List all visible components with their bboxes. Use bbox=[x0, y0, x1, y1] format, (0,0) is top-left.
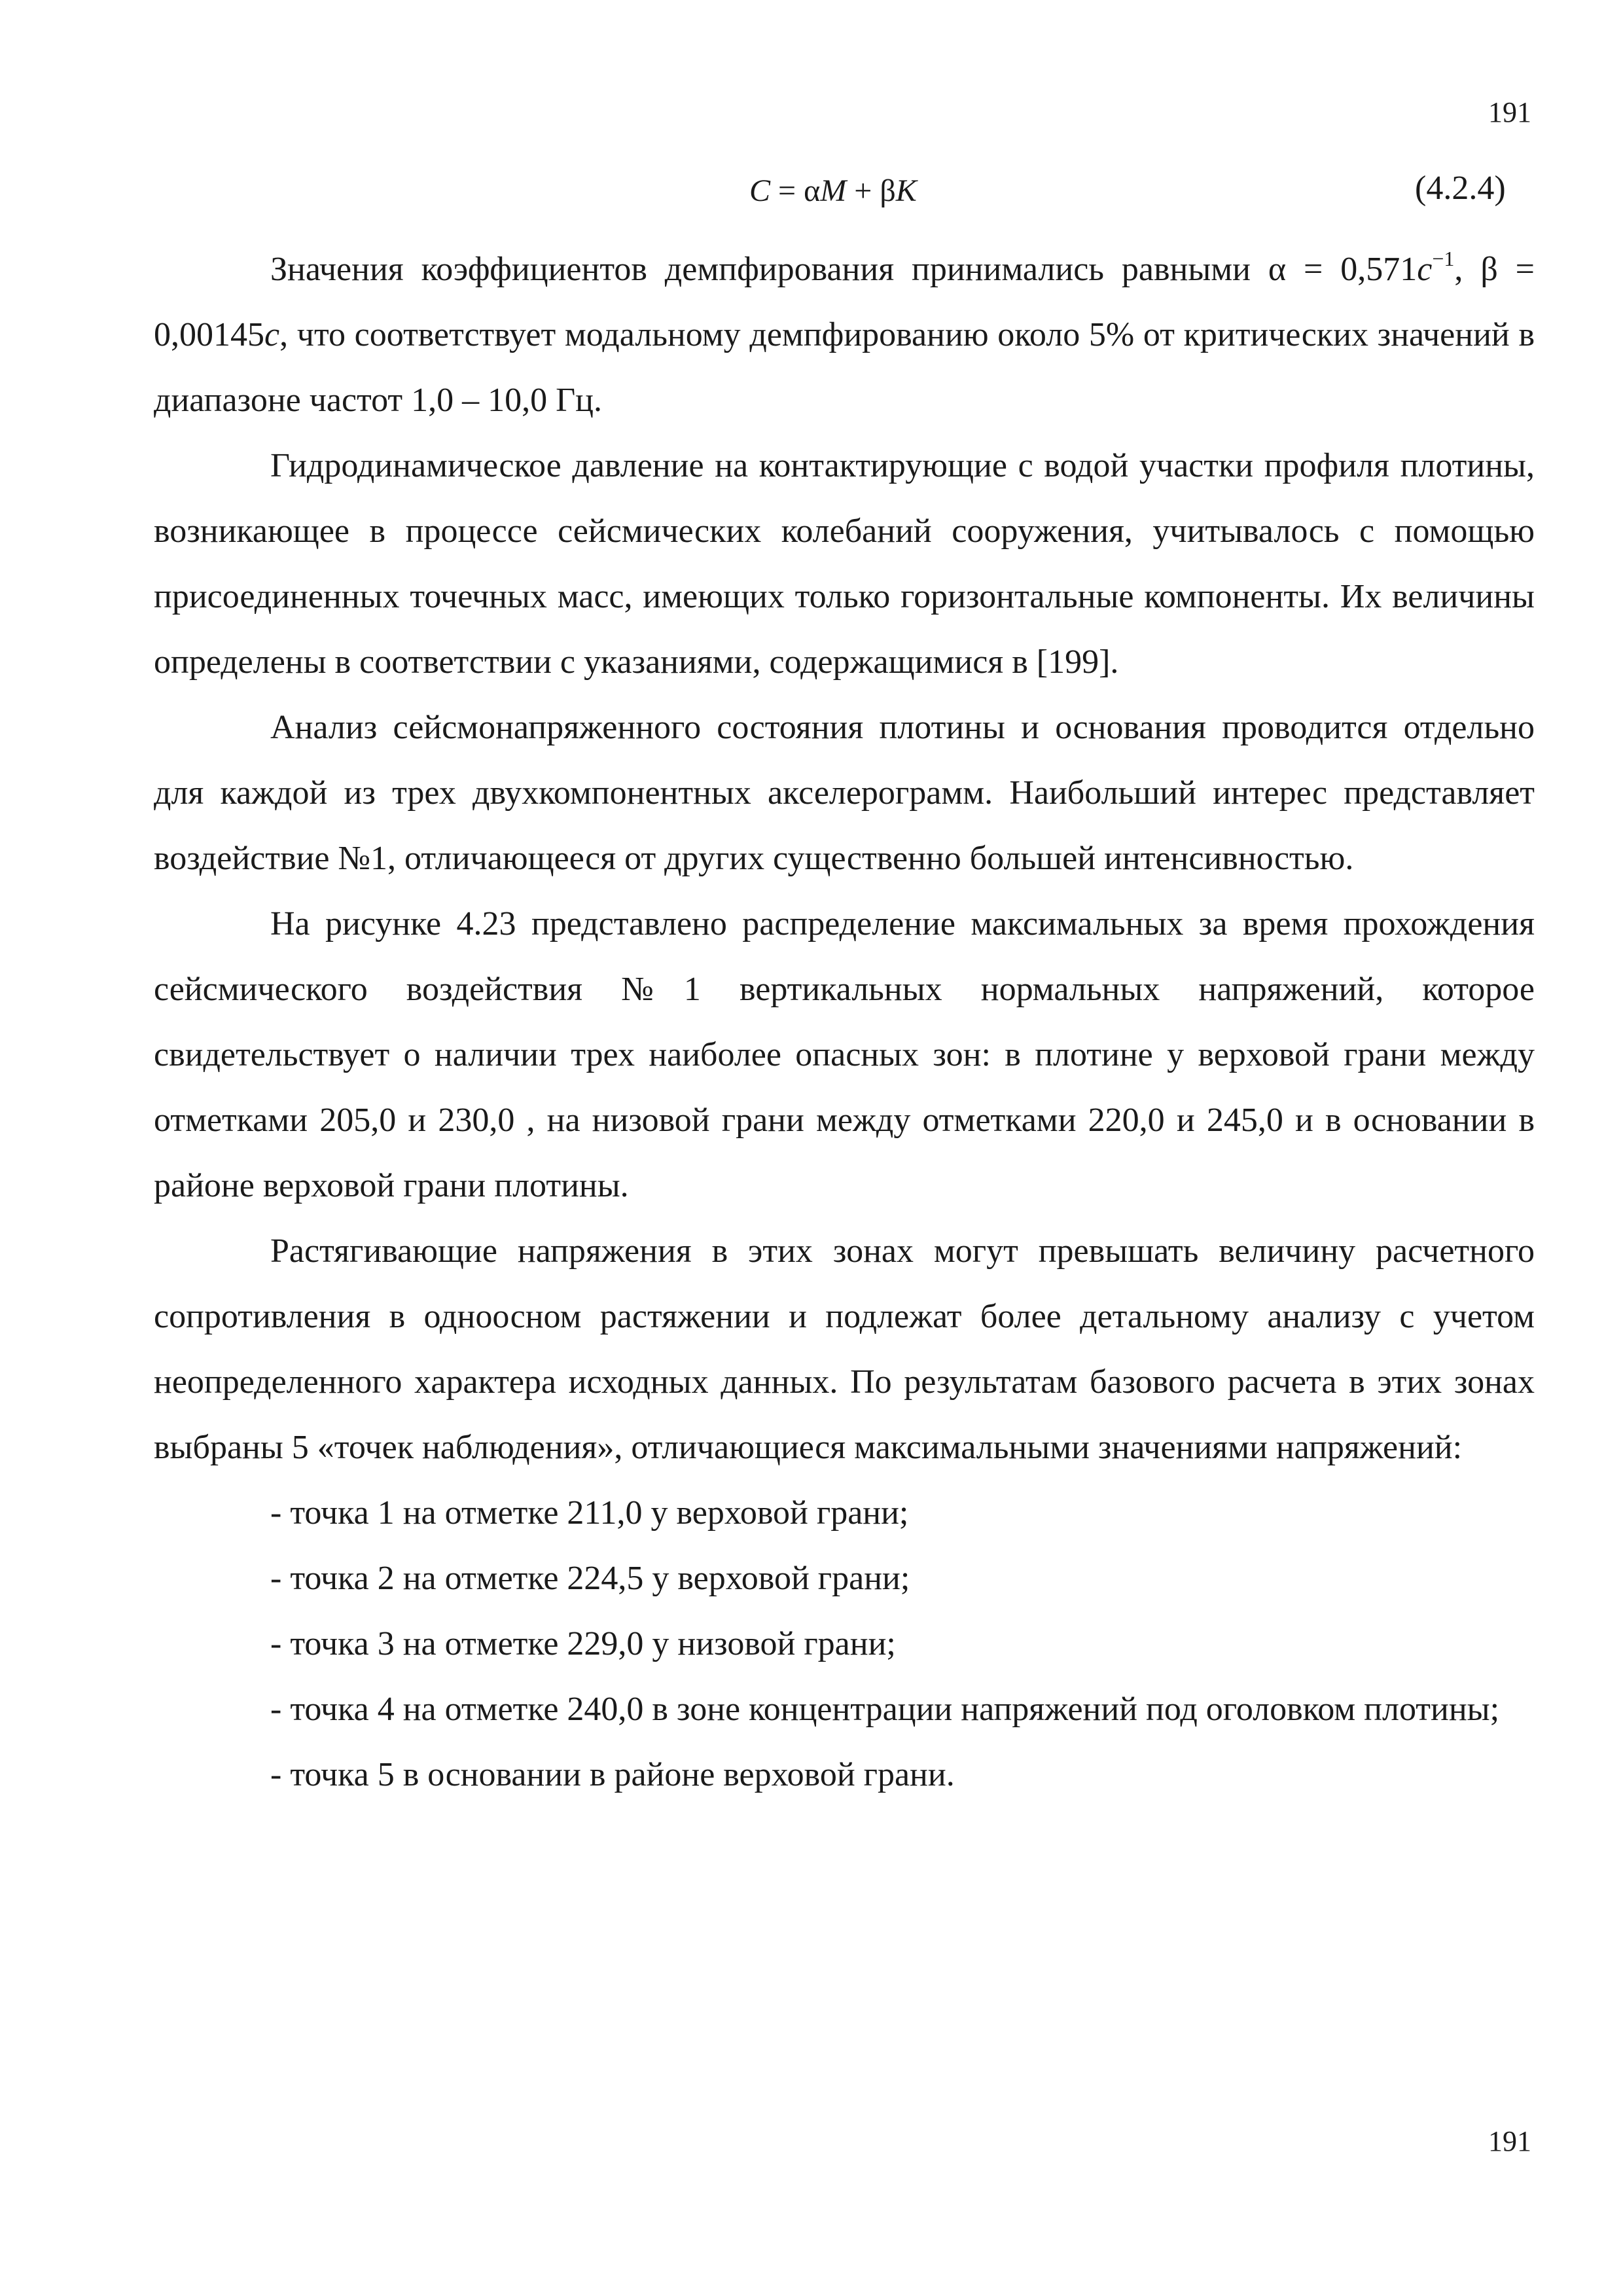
equation-expression bbox=[749, 173, 917, 209]
list-item: - точка 5 в основании в районе верховой грани. bbox=[270, 1756, 955, 1793]
paragraph-damping-text-b: , что соответствует модальному демпфированию около 5% от критических значений в диапазоне частот 1,0 – 10,0 Гц. bbox=[154, 316, 1535, 419]
equals-sign: = bbox=[770, 173, 804, 208]
stiffness-matrix-symbol: K bbox=[895, 173, 917, 208]
list-item: - точка 4 на отметке 240,0 в зоне концентрации напряжений под оголовком плотины; bbox=[270, 1691, 1500, 1728]
paragraph-damping: Значения коэффициентов демпфирования принимались равными $\alpha = 0,571c^{-1}$, β = 0,00145c, что соответствует модальному демпфированию около 5% от критических значений в диапазоне частот 1,0 – 10,0 Гц. bbox=[154, 247, 1535, 419]
paragraph-tensile-stress: Растягивающие напряжения в этих зонах могут превышать величину расчетного сопротивления в одноосном растяжении и подлежат более детальному анализу с учетом неопределенного характера исходных данных. По результатам базового расчета в этих зонах выбраны 5 «точек наблюдения», отличающиеся максимальными значениями напряжений: bbox=[154, 1232, 1535, 1466]
mass-matrix-symbol: M bbox=[820, 173, 847, 208]
paragraph-analysis: Анализ сейсмонапряженного состояния плотины и основания проводится отдельно для каждой из трех двухкомпонентных акселерограмм. Наибольший интерес представляет воздействие №1, отличающееся от других существенно большей интенсивностью. bbox=[154, 709, 1535, 877]
list-item: - точка 1 на отметке 211,0 у верховой грани; bbox=[270, 1494, 909, 1532]
alpha-symbol: α bbox=[804, 173, 821, 208]
page-number-top: 191 bbox=[1488, 96, 1531, 128]
equation-4-2-4 bbox=[0, 169, 1623, 215]
alpha-value: $\alpha = 0,571c^{-1}$ bbox=[1268, 247, 1455, 288]
list-item: - точка 3 на отметке 229,0 у низовой грани; bbox=[270, 1625, 896, 1662]
beta-value: β = 0,00145c bbox=[154, 251, 1535, 353]
equation-number: (4.2.4) bbox=[1415, 170, 1506, 207]
equation-lhs: C bbox=[749, 173, 771, 208]
body-text bbox=[154, 237, 1535, 1808]
list-item: - точка 2 на отметке 224,5 у верховой грани; bbox=[270, 1560, 910, 1597]
paragraph-hydrodynamic: Гидродинамическое давление на контактирующие с водой участки профиля плотины, возникающее в процессе сейсмических колебаний сооружения, учитывалось с помощью присоединенных точечных масс, имеющих только горизонтальные компоненты. Их величины определены в соответствии с указаниями, содержащимися в [199]. bbox=[154, 447, 1535, 681]
paragraph-damping-text-a: Значения коэффициентов демпфирования принимались равными bbox=[270, 251, 1268, 288]
paragraph-figure-4-23: На рисунке 4.23 представлено распределение максимальных за время прохождения сейсмического воздействия №1 вертикальных нормальных напряжений, которое свидетельствует о наличии трех наиболее опасных зон: в плотине у верховой грани между отметками 205,0 и 230,0 , на низовой грани между отметками 220,0 и 245,0 и в основании в районе верховой грани плотины. bbox=[154, 905, 1535, 1204]
beta-symbol: β bbox=[880, 173, 896, 208]
page-number-bottom: 191 bbox=[1488, 2125, 1531, 2157]
plus-sign: + bbox=[846, 173, 880, 208]
